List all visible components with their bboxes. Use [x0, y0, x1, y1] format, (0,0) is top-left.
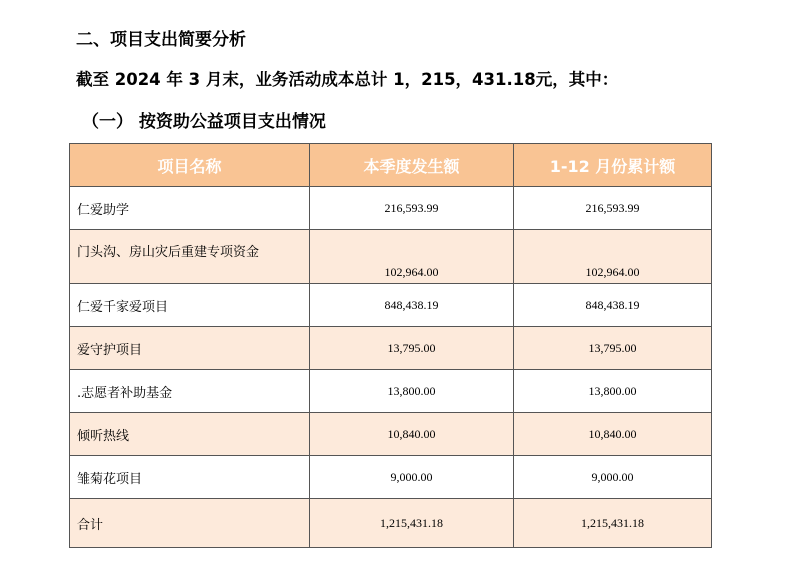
table-row: [70, 187, 712, 230]
header-cumulative-amount: 1-12 月份累计额: [514, 144, 712, 187]
row-cumulative-amount: 848,438.19: [514, 284, 712, 327]
summary-line: 截至 2024 年 3 月末，业务活动成本总计 1，215，431.18元，其中：: [76, 70, 619, 89]
row-quarter-amount: 848,438.19: [310, 284, 514, 327]
row-project-name: 仁爱助学: [70, 187, 310, 230]
row-cumulative-amount: 9,000.00: [514, 456, 712, 499]
row-project-name: 门头沟、房山灾后重建专项资金: [70, 230, 310, 284]
row-cumulative-amount: 10,840.00: [514, 413, 712, 456]
expense-table: [69, 143, 712, 548]
row-quarter-amount: 13,795.00: [310, 327, 514, 370]
table-row: [70, 456, 712, 499]
table-row: [70, 413, 712, 456]
row-project-name: 仁爱千家爱项目: [70, 284, 310, 327]
row-cumulative-amount: 13,795.00: [514, 327, 712, 370]
header-quarter-amount: 本季度发生额: [310, 144, 514, 187]
total-label: 合计: [70, 499, 310, 548]
header-project-name: 项目名称: [70, 144, 310, 187]
total-quarter-amount: 1,215,431.18: [310, 499, 514, 548]
table-row: [70, 370, 712, 413]
table-row: [70, 284, 712, 327]
total-cumulative-amount: 1,215,431.18: [514, 499, 712, 548]
subsection-title: （一） 按资助公益项目支出情况: [82, 112, 326, 132]
row-project-name: 倾听热线: [70, 413, 310, 456]
table-row: [70, 230, 712, 284]
row-project-name: 爱守护项目: [70, 327, 310, 370]
row-quarter-amount: 9,000.00: [310, 456, 514, 499]
table-total-row: [70, 499, 712, 548]
row-cumulative-amount: 216,593.99: [514, 187, 712, 230]
section-title: 二、项目支出简要分析: [76, 30, 246, 50]
table-header-row: [70, 144, 712, 187]
row-project-name: .志愿者补助基金: [70, 370, 310, 413]
row-quarter-amount: 10,840.00: [310, 413, 514, 456]
row-quarter-amount: 13,800.00: [310, 370, 514, 413]
row-cumulative-amount: 102,964.00: [514, 230, 712, 284]
row-project-name: 雏菊花项目: [70, 456, 310, 499]
row-cumulative-amount: 13,800.00: [514, 370, 712, 413]
table-row: [70, 327, 712, 370]
row-quarter-amount: 102,964.00: [310, 230, 514, 284]
row-quarter-amount: 216,593.99: [310, 187, 514, 230]
